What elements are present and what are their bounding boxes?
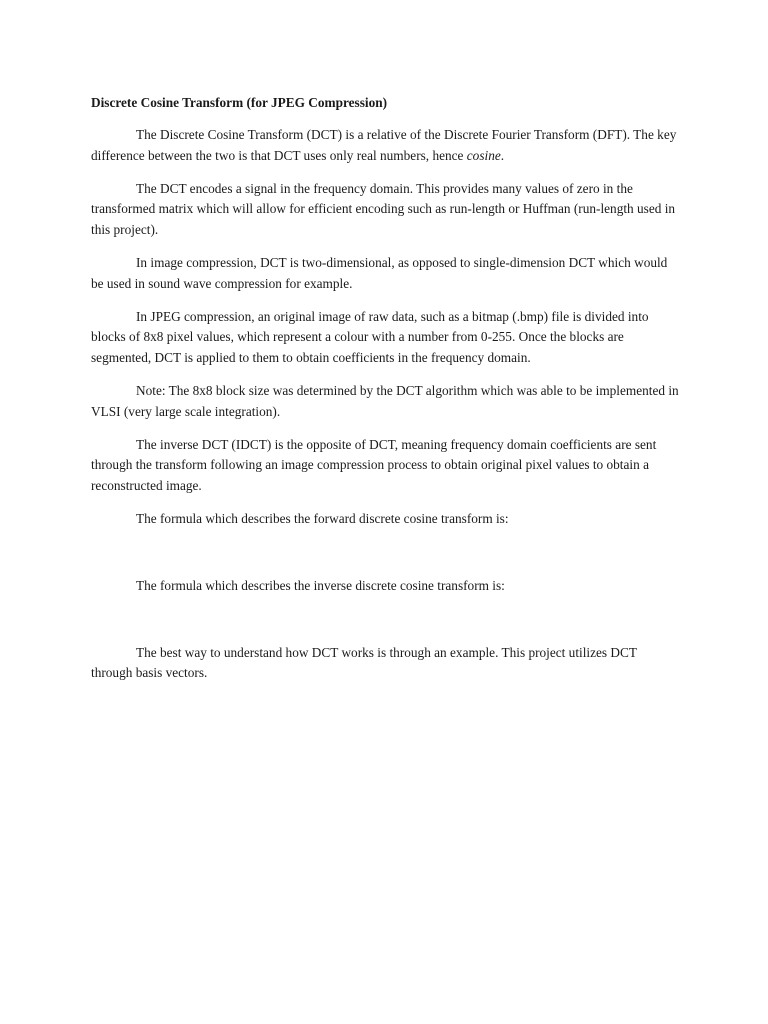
paragraph-frequency-domain: The DCT encodes a signal in the frequency domain. This provides many values of zero in the transformed matrix which will allow for efficient encoding such as run-length or Huffman (run-length used in this project). [91,180,676,238]
paragraph-forward-formula: The formula which describes the forward discrete cosine transform is: [136,510,509,526]
paragraph-note: Note: The 8x8 block size was determined by the DCT algorithm which was able to be implemented in VLSI (very large scale integration). [91,382,679,419]
paragraph-dct-intro-text: The Discrete Cosine Transform (DCT) is a relative of the Discrete Fourier Transform (DFT). The key difference between the two is that DCT uses only real numbers, hence [91,127,677,163]
paragraph-jpeg-compression: In JPEG compression, an original image of raw data, such as a bitmap (.bmp) file is divided into blocks of 8x8 pixel values, which represent a colour with a number from 0-255. Once the blocks are segmented, DCT is applied to them to obtain coefficients in the frequency domain. [91,308,649,366]
document-title: Discrete Cosine Transform (for JPEG Compression) [91,95,388,110]
document-body [91,92,681,696]
paragraph-example: The best way to understand how DCT works is through an example. This project utilizes DCT through basis vectors. [91,644,637,681]
paragraph-image-compression: In image compression, DCT is two-dimensional, as opposed to single-dimension DCT which would be used in sound wave compression for example. [91,254,668,291]
paragraph-dct-intro-end: . [500,147,505,163]
paragraph-inverse-formula: The formula which describes the inverse discrete cosine transform is: [136,577,505,593]
paragraph-dct-intro [91,125,681,167]
paragraph-dct-intro-emphasis: cosine [466,147,501,163]
paragraph-inverse-dct: The inverse DCT (IDCT) is the opposite of DCT, meaning frequency domain coefficients are sent through the transform following an image compression process to obtain original pixel values to obtain a reconstructed image. [91,436,657,494]
